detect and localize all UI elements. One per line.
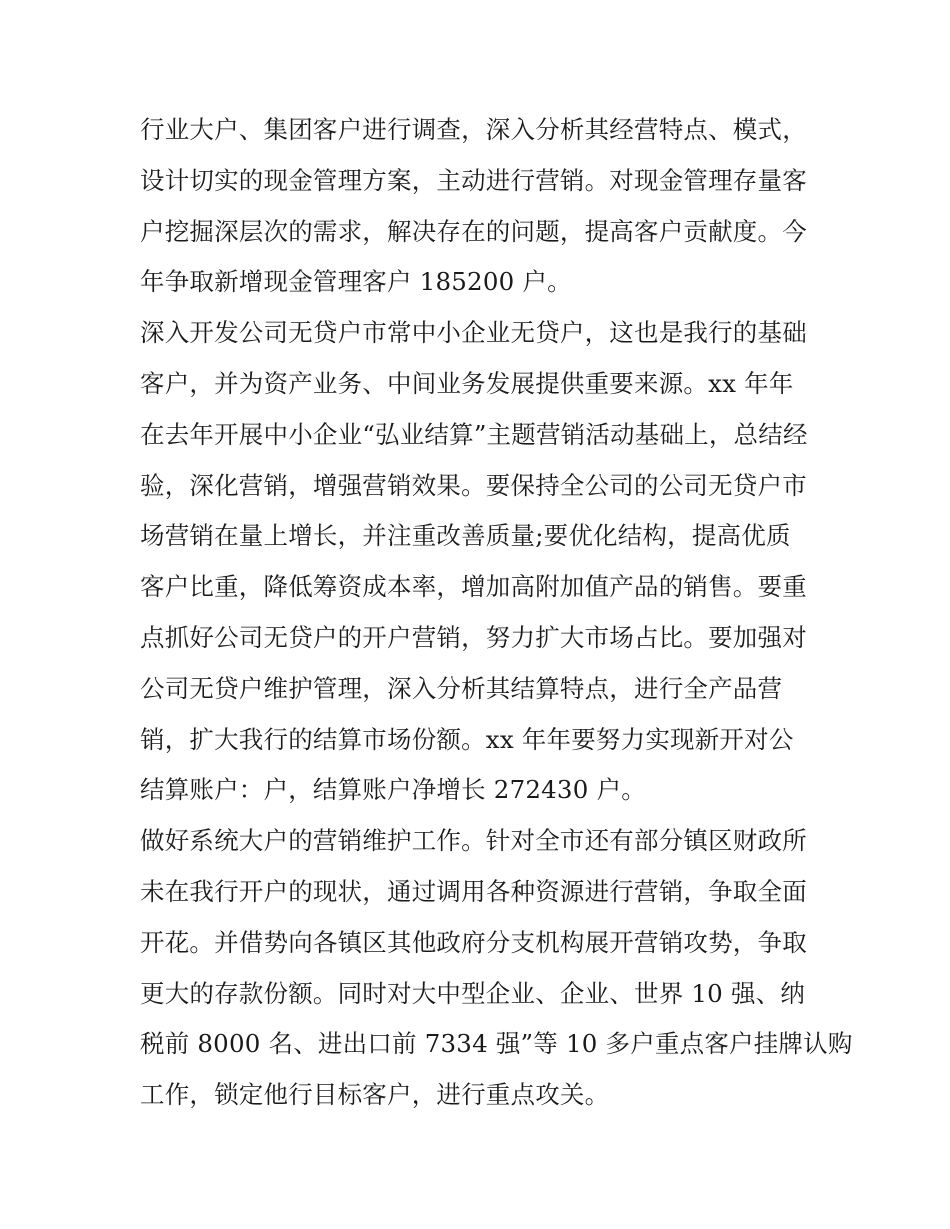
- text-line: 做好系统大户的营销维护工作。针对全市还有部分镇区财政所: [140, 826, 807, 856]
- text-line: 点抓好公司无贷户的开户营销，努力扩大市场占比。要加强对: [140, 622, 807, 652]
- text-line: 行业大户、集团客户进行调查，深入分析其经营特点、模式，: [140, 115, 807, 144]
- text-line: 开花。并借势向各镇区其他政府分支机构展开营销攻势，争取: [140, 927, 807, 957]
- text-line: 设计切实的现金管理方案，主动进行营销。对现金管理存量客: [140, 165, 807, 195]
- text-line: 场营销在量上增长，并注重改善质量;要优化结构，提高优质: [140, 521, 791, 551]
- text-line: 在去年开展中小企业“弘业结算”主题营销活动基础上，总结经: [140, 419, 808, 449]
- text-line: 深入开发公司无贷户市常中小企业无贷户，这也是我行的基础: [140, 318, 807, 348]
- text-line: 未在我行开户的现状，通过调用各种资源进行营销，争取全面: [140, 876, 807, 906]
- text-line: 税前 8000 名、进出口前 7334 强”等 10 多户重点客户挂牌认购: [140, 1029, 853, 1059]
- paragraph-no-loan-accounts: [140, 308, 815, 816]
- text-line: 客户，并为资产业务、中间业务发展提供重要来源。xx 年年: [140, 368, 794, 398]
- text-line: 销，扩大我行的结算市场份额。xx 年年要努力实现新开对公: [140, 724, 794, 754]
- paragraph-cash-management: [140, 105, 815, 308]
- text-line: 年争取新增现金管理客户 185200 户。: [140, 267, 572, 297]
- text-line: 结算账户：户，结算账户净增长 272430 户。: [140, 775, 646, 805]
- text-line: 验，深化营销，增强营销效果。要保持全公司的公司无贷户市: [140, 470, 807, 500]
- text-line: 更大的存款份额。同时对大中型企业、企业、世界 10 强、纳: [140, 978, 806, 1008]
- text-line: 户挖掘深层次的需求，解决存在的问题，提高客户贡献度。今: [140, 216, 807, 246]
- text-line: 公司无贷户维护管理，深入分析其结算特点，进行全产品营: [140, 673, 783, 703]
- paragraph-major-accounts: [140, 816, 853, 1121]
- document-body: [140, 105, 853, 1121]
- text-line: 客户比重，降低筹资成本率，增加高附加值产品的销售。要重: [140, 572, 807, 602]
- text-line: 工作，锁定他行目标客户，进行重点攻关。: [140, 1080, 610, 1110]
